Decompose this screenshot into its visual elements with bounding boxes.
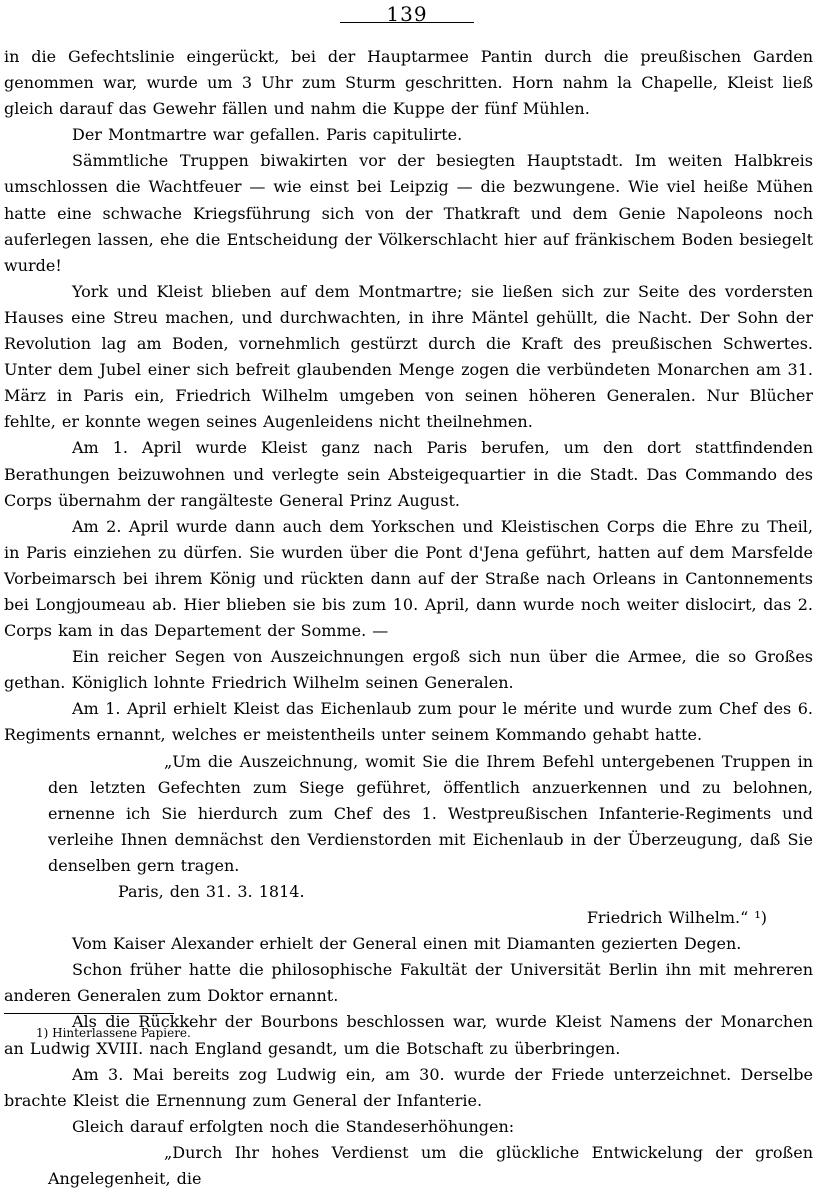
paragraph: Am 1. April wurde Kleist ganz nach Paris berufen, um den dort stattfindenden Berathungen beizuwohnen und verlegte sein Absteigequartier in die Stadt. Das Commando des Corps übernahm der rangälteste General Prinz August. bbox=[4, 438, 813, 510]
paragraph: Als die Rückkehr der Bourbons beschlossen war, wurde Kleist Namens der Monarchen an Ludwig XVIII. nach England gesandt, um die Botschaft zu überbringen. bbox=[4, 1012, 813, 1058]
paragraph: Am 2. April wurde dann auch dem Yorkschen und Kleistischen Corps die Ehre zu Theil, in Paris einziehen zu dürfen. Sie wurden über die Pont d'Jena geführt, hatten auf dem Marsfelde Vorbeimarsch bei ihrem König und rückten dann auf der Straße nach Orleans in Cantonnements bei Longjoumeau ab. Hier blieben sie bis zum 10. April, dann wurde noch weiter dislocirt, das 2. Corps kam in das Departement der Somme. — bbox=[4, 516, 813, 641]
dateline: Paris, den 31. 3. 1814. bbox=[118, 882, 305, 901]
paragraph: Ein reicher Segen von Auszeichnungen ergoß sich nun über die Armee, die so Großes gethan. Königlich lohnte Friedrich Wilhelm seinen Generalen. bbox=[4, 647, 813, 693]
footnote: 1) Hinterlassene Papiere. bbox=[36, 1026, 191, 1040]
quote-paragraph: „Durch Ihr hohes Verdienst um die glückliche Entwickelung der großen Angelegenheit, die bbox=[48, 1142, 813, 1189]
paragraph: in die Gefechtslinie eingerückt, bei der Hauptarmee Pantin durch die preußischen Garden genommen war, wurde um 3 Uhr zum Sturm geschritten. Horn nahm la Chapelle, Kleist ließ gleich darauf das Gewehr fällen und nahm die Kuppe der fünf Mühlen. bbox=[4, 47, 813, 119]
paragraph: Gleich darauf erfolgten noch die Standeserhöhungen: bbox=[72, 1116, 515, 1136]
quote-paragraph: „Um die Auszeichnung, womit Sie die Ihrem Befehl untergebenen Truppen in den letzten Gefechten zum Siege geführet, öffentlich anzuerkennen und zu belohnen, ernenne ich Sie hierdurch zum Chef des 1. Westpreußischen Infanterie-Regiments und verleihe Ihnen demnächst den Verdienstorden mit Eichenlaub in der Überzeugung, daß Sie denselben gern tragen. bbox=[48, 751, 813, 875]
footnote-rule bbox=[4, 1013, 174, 1014]
page-number: 139 bbox=[386, 2, 428, 26]
header-rule bbox=[340, 22, 474, 23]
paragraph: Am 3. Mai bereits zog Ludwig ein, am 30. wurde der Friede unterzeichnet. Derselbe brachte Kleist die Ernennung zum General der Infanterie. bbox=[4, 1064, 813, 1110]
paragraph: Sämmtliche Truppen biwakirten vor der besiegten Hauptstadt. Im weiten Halbkreis umschlossen die Wachtfeuer — wie einst bei Leipzig — die bezwungene. Wie viel heiße Mühen hatte eine schwache Kriegsführung sich von der Thatkraft und dem Genie Napoleons noch auferlegen lassen, ehe die Entscheidung der Völkerschlacht hier auf fränkischem Boden besiegelt wurde! bbox=[4, 151, 813, 275]
paragraph: Schon früher hatte die philosophische Fakultät der Universität Berlin ihn mit mehreren anderen Generalen zum Doktor ernannt. bbox=[4, 960, 813, 1006]
paragraph: York und Kleist blieben auf dem Montmartre; sie ließen sich zur Seite des vordersten Hauses eine Streu machen, und durchwachten, in ihre Mäntel gehüllt, die Nacht. Der Sohn der Revolution lag am Boden, vornehmlich gestürzt durch die Kraft des preußischen Schwertes. Unter dem Jubel einer sich befreit glaubenden Menge zogen die verbündeten Monarchen am 31. März in Paris ein, Friedrich Wilhelm umgeben von seinen höheren Generalen. Nur Blücher fehlte, er konnte wegen seines Augenleidens nicht theilnehmen. bbox=[4, 281, 813, 432]
signature: Friedrich Wilhelm.“ ¹) bbox=[586, 908, 767, 928]
paragraph: Am 1. April erhielt Kleist das Eichenlaub zum pour le mérite und wurde zum Chef des 6. Regiments ernannt, welches er meistentheils unter seinem Kommando gehabt hatte. bbox=[4, 699, 813, 745]
body-text bbox=[4, 44, 813, 1192]
paragraph: Der Montmartre war gefallen. Paris capitulirte. bbox=[72, 125, 463, 145]
paragraph: Vom Kaiser Alexander erhielt der General einen mit Diamanten gezierten Degen. bbox=[72, 934, 742, 954]
